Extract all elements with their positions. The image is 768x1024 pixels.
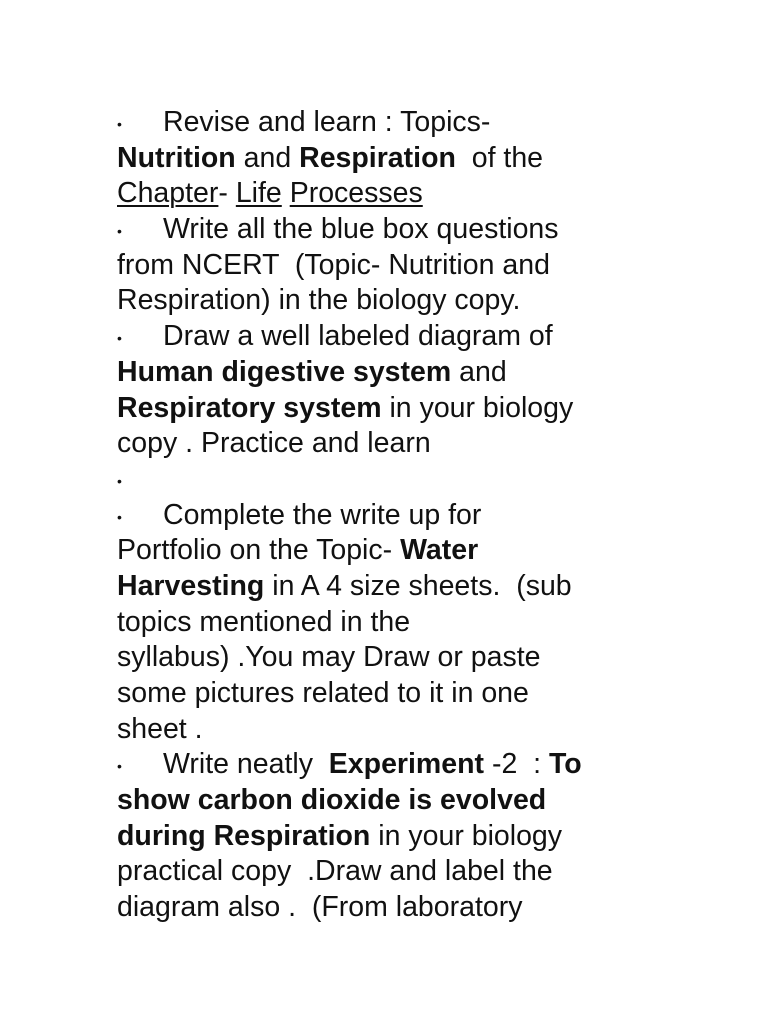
item5-line2: Portfolio on the Topic- Water: [117, 534, 479, 567]
item3-line1: • Draw a well labeled diagram of: [117, 319, 662, 355]
item6-line2: show carbon dioxide is evolved: [117, 784, 547, 817]
bullet-icon: •: [117, 508, 122, 525]
instructions-text: [117, 105, 662, 926]
item1-line2: Nutrition and Respiration of the: [117, 141, 544, 174]
bullet-icon: •: [117, 116, 122, 132]
item5-line1: • Complete the write up for: [117, 498, 662, 534]
item6-line3: during Respiration in your biology: [117, 819, 563, 852]
item5-line5: syllabus) .You may Draw or paste: [117, 641, 541, 674]
item3-line3: Respiratory system in your biology: [117, 391, 574, 424]
item3-line4: copy . Practice and learn: [117, 427, 431, 460]
item4-line1: [117, 462, 662, 498]
item2-line1: • Write all the blue box questions: [117, 212, 662, 248]
item5-line6: some pictures related to it in one: [117, 677, 529, 709]
item5-line7: sheet .: [117, 712, 203, 745]
item6-line4: practical copy .Draw and label the: [117, 855, 553, 888]
item2-line2: from NCERT (Topic- Nutrition and: [117, 248, 550, 281]
item1-line1: • Revise and learn : Topics-: [117, 105, 662, 141]
item5-line3: Harvesting in A 4 size sheets. (sub: [117, 569, 572, 602]
bullet-icon: •: [117, 758, 122, 775]
bullet-icon: •: [117, 223, 122, 240]
item5-line4: topics mentioned in the: [117, 605, 411, 638]
item6-line1: • Write neatly Experiment -2 : To: [117, 747, 662, 783]
item1-line3: Chapter- Life Processes: [117, 177, 423, 210]
item6-line5: diagram also . (From laboratory: [117, 891, 523, 924]
item2-line3: Respiration) in the biology copy.: [117, 284, 521, 317]
bullet-icon: •: [117, 472, 122, 489]
bullet-icon: •: [117, 330, 122, 347]
item3-line2: Human digestive system and: [117, 355, 507, 388]
